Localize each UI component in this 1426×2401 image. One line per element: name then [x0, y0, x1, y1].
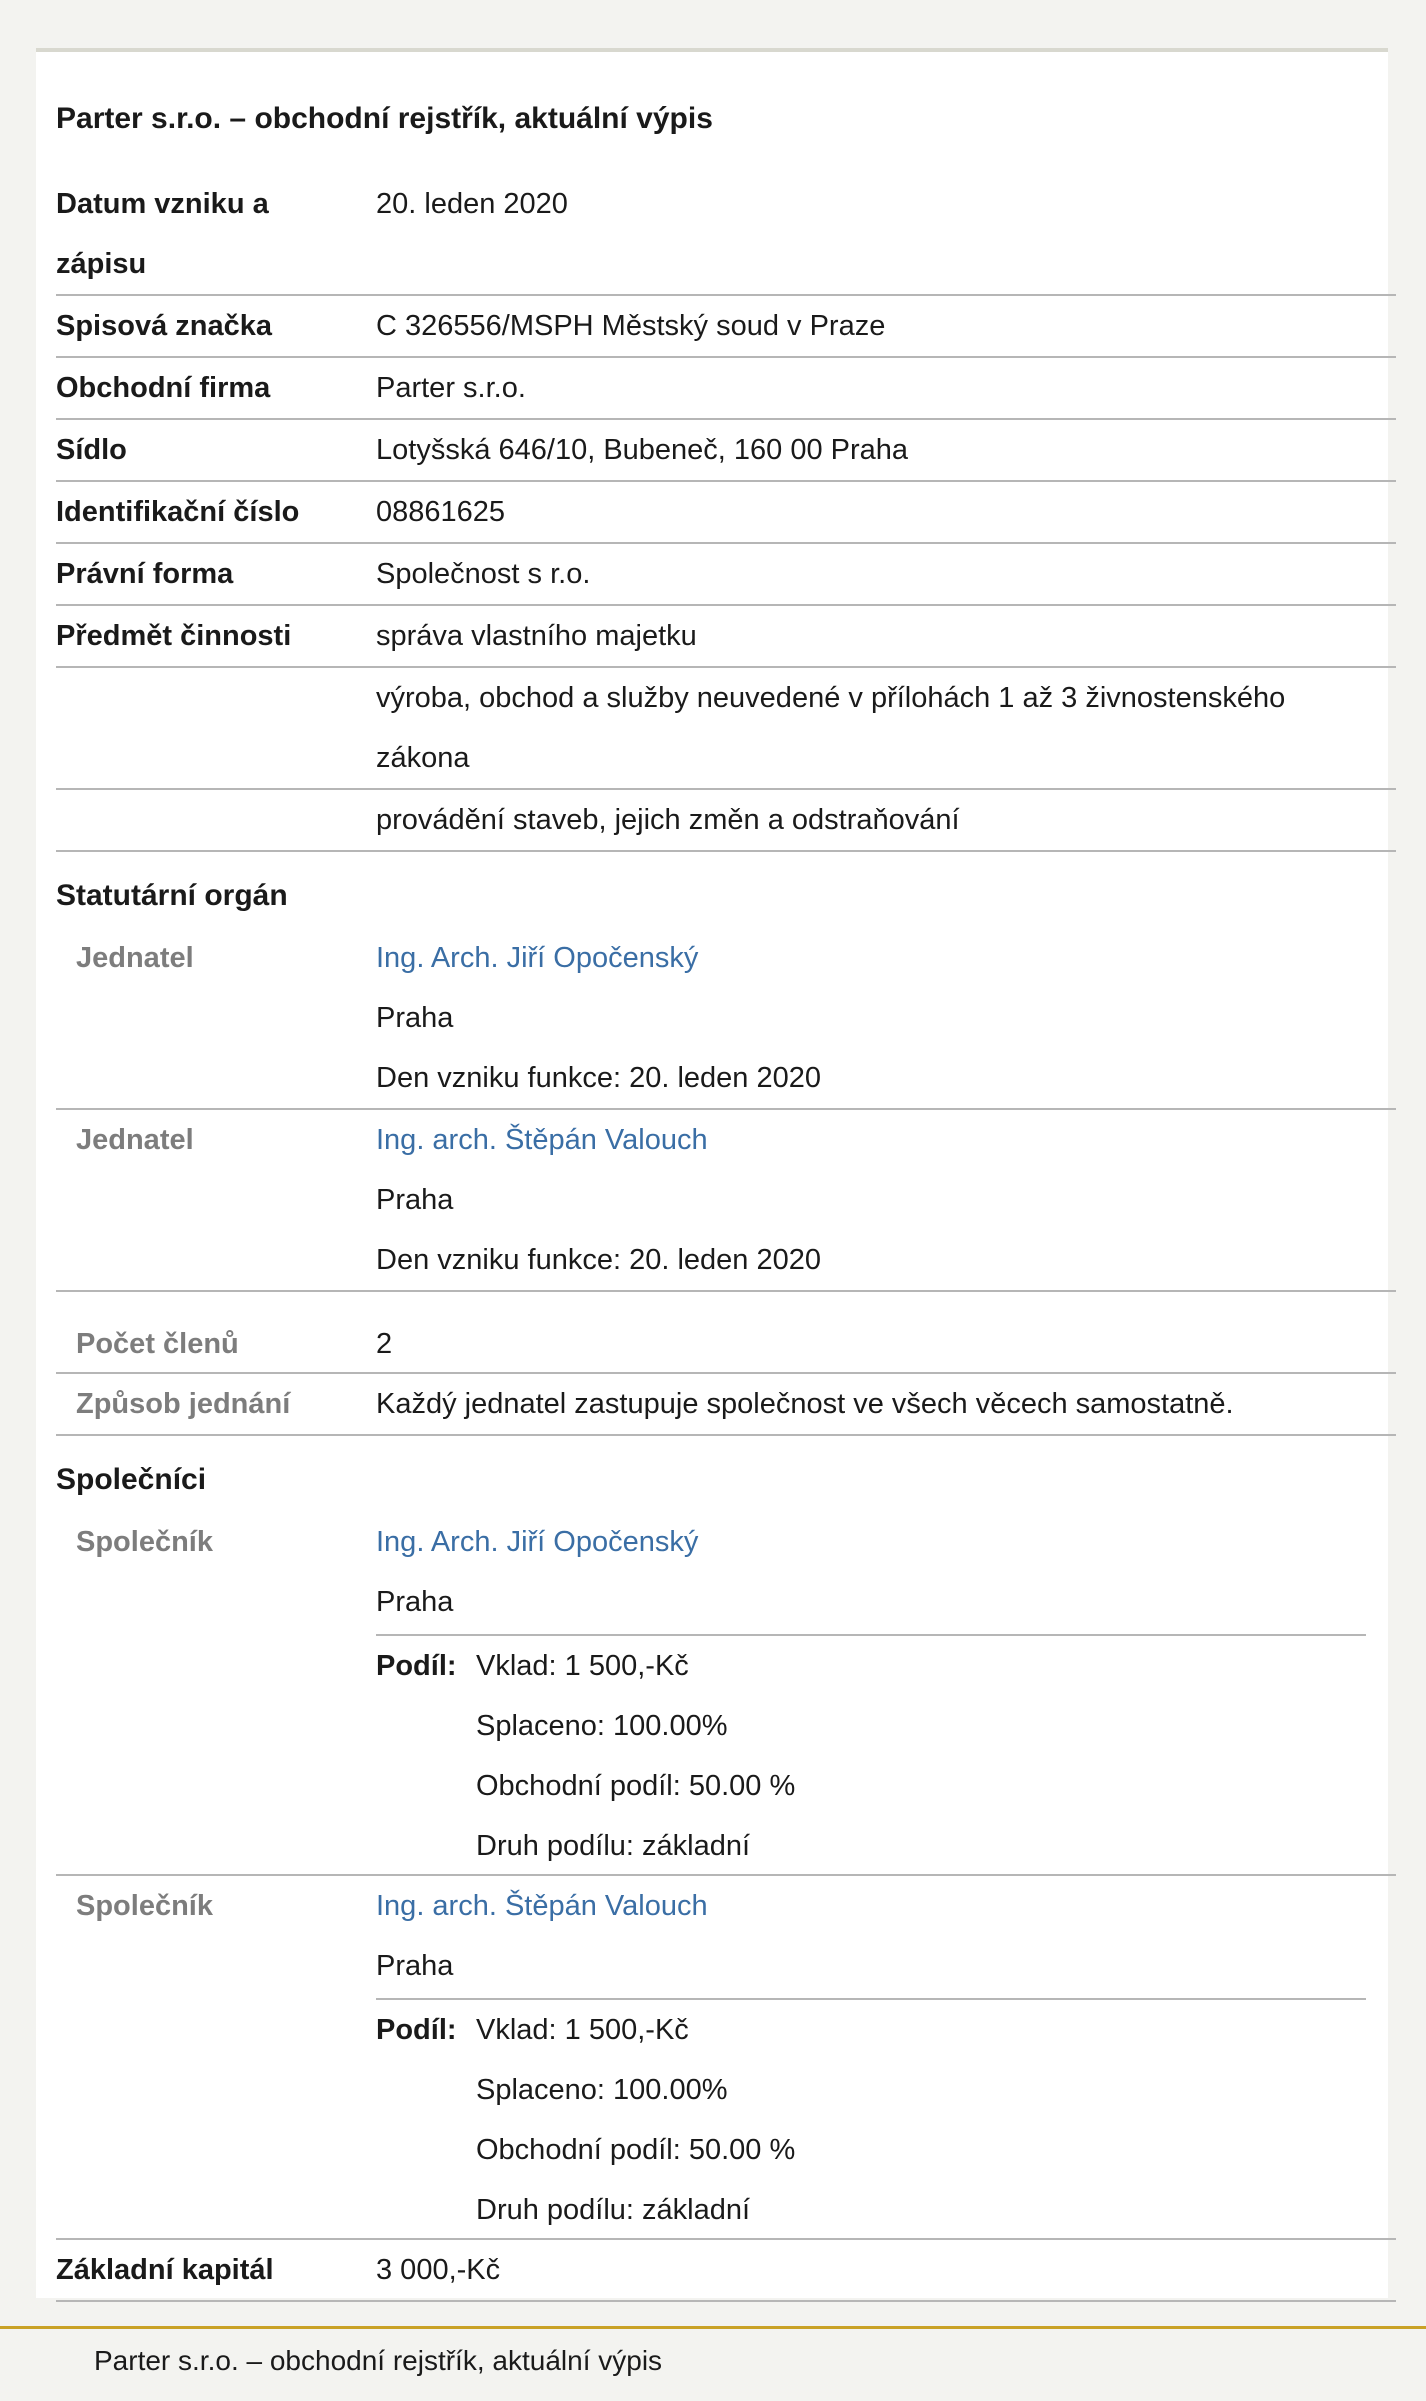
page-title: Parter s.r.o. – obchodní rejstřík, aktuální výpis [56, 102, 713, 135]
share-values [476, 1636, 795, 1876]
row-pocet-clenu [56, 1314, 1396, 1374]
label-ico: Identifikační číslo [56, 496, 300, 528]
share-block [376, 1998, 1366, 2240]
activity-2-line2: zákona [376, 742, 470, 774]
member-details [376, 928, 1386, 1108]
partner-1 [56, 1512, 1396, 1876]
label-predmet-cinnosti: Předmět činnosti [56, 620, 292, 652]
value-obchodni-firma: Parter s.r.o. [376, 372, 526, 404]
function-start: Den vzniku funkce: 20. leden 2020 [376, 1062, 821, 1094]
person-link[interactable]: Ing. Arch. Jiří Opočenský [376, 1526, 699, 1558]
person-link[interactable]: Ing. Arch. Jiří Opočenský [376, 942, 699, 974]
row-zakladni-kapital [56, 2240, 1396, 2302]
row-datum-vzniku [56, 174, 1396, 296]
partner-details [376, 1512, 1386, 1632]
value-sidlo: Lotyšská 646/10, Bubeneč, 160 00 Praha [376, 434, 909, 466]
value-predmet-cinnosti-2 [376, 668, 1386, 788]
person-city: Praha [376, 1002, 454, 1034]
role-label: Jednatel [76, 942, 194, 974]
person-city: Praha [376, 1184, 454, 1216]
label-pocet-clenu: Počet členů [76, 1328, 239, 1360]
label-pravni-forma: Právní forma [56, 558, 234, 590]
person-link[interactable]: Ing. arch. Štěpán Valouch [376, 1890, 708, 1922]
row-zpusob-jednani [56, 1374, 1396, 1436]
person-city: Praha [376, 1950, 454, 1982]
share-values [476, 2000, 795, 2240]
member-details [376, 1110, 1386, 1290]
label-sidlo: Sídlo [56, 434, 127, 466]
statutory-member-2 [56, 1110, 1396, 1292]
share-business: Obchodní podíl: 50.00 % [476, 2134, 796, 2166]
section-statutarni-organ: Statutární orgán [56, 879, 288, 912]
share-paid: Splaceno: 100.00% [476, 1710, 728, 1742]
label-zpusob-jednani: Způsob jednání [76, 1388, 291, 1420]
share-deposit: Vklad: 1 500,-Kč [476, 2014, 689, 2046]
person-city: Praha [376, 1586, 454, 1618]
function-start: Den vzniku funkce: 20. leden 2020 [376, 1244, 821, 1276]
share-type: Druh podílu: základní [476, 2194, 751, 2226]
activity-2-line1: výroba, obchod a služby neuvedené v přílohách 1 až 3 živnostenského [376, 682, 1286, 714]
extract-card [36, 48, 1388, 2298]
share-paid: Splaceno: 100.00% [476, 2074, 728, 2106]
label-datum-vzniku [56, 174, 366, 294]
role-label: Společník [76, 1890, 213, 1922]
value-zakladni-kapital: 3 000,-Kč [376, 2254, 501, 2286]
row-predmet-cinnosti-3 [56, 790, 1396, 852]
row-pravni-forma [56, 544, 1396, 606]
row-ico [56, 482, 1396, 544]
value-datum-vzniku: 20. leden 2020 [376, 188, 568, 220]
row-predmet-cinnosti-2 [56, 668, 1396, 790]
value-pravni-forma: Společnost s r.o. [376, 558, 591, 590]
person-link[interactable]: Ing. arch. Štěpán Valouch [376, 1124, 708, 1156]
value-predmet-cinnosti-3: provádění staveb, jejich změn a odstraňování [376, 804, 960, 836]
label-datum-vzniku-line2: zápisu [56, 248, 147, 280]
partner-details [376, 1876, 1386, 1996]
role-label: Jednatel [76, 1124, 194, 1156]
row-spisova-znacka [56, 296, 1396, 358]
row-sidlo [56, 420, 1396, 482]
row-predmet-cinnosti [56, 606, 1396, 668]
row-obchodni-firma [56, 358, 1396, 420]
role-label: Společník [76, 1526, 213, 1558]
value-spisova-znacka: C 326556/MSPH Městský soud v Praze [376, 310, 886, 342]
footer-title: Parter s.r.o. – obchodní rejstřík, aktuální výpis [94, 2345, 663, 2376]
value-ico: 08861625 [376, 496, 506, 528]
footer [0, 2326, 1426, 2401]
label-datum-vzniku-line1: Datum vzniku a [56, 188, 269, 220]
share-type: Druh podílu: základní [476, 1830, 751, 1862]
share-label: Podíl: [376, 1650, 457, 1682]
share-block [376, 1634, 1366, 1876]
label-zakladni-kapital: Základní kapitál [56, 2254, 274, 2286]
label-spisova-znacka: Spisová značka [56, 310, 272, 342]
share-business: Obchodní podíl: 50.00 % [476, 1770, 796, 1802]
value-predmet-cinnosti-1: správa vlastního majetku [376, 620, 697, 652]
statutory-member-1 [56, 928, 1396, 1110]
value-pocet-clenu: 2 [376, 1328, 393, 1360]
label-obchodni-firma: Obchodní firma [56, 372, 271, 404]
section-spolecnici: Společníci [56, 1463, 207, 1496]
partner-2 [56, 1876, 1396, 2240]
share-label: Podíl: [376, 2014, 457, 2046]
value-zpusob-jednani: Každý jednatel zastupuje společnost ve všech věcech samostatně. [376, 1388, 1234, 1420]
share-deposit: Vklad: 1 500,-Kč [476, 1650, 689, 1682]
